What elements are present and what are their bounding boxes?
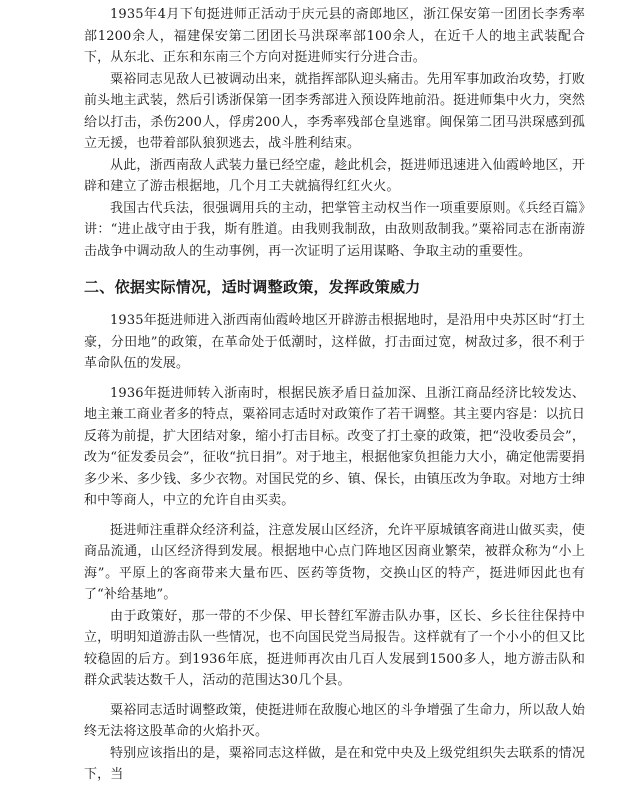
paragraph-10: 特别应该指出的是，粟裕同志这样做，是在和党中央及上级党组织失去联系的情况下，当	[84, 745, 585, 782]
paragraph-2: 粟裕同志见敌人已被调动出来，就指挥部队迎头痛击。先用军事加政治攻势，打败前头地主武装，然后引诱浙保第一团李秀部进入预设阵地前沿。挺进师集中火力，突然给以打击，杀伤200人，俘虏200人，李秀率残部仓皇逃窜。闽保第二团马洪琛感到孤立无援，也带着部队狼狈逃去，战斗胜利结束。	[84, 71, 585, 151]
paragraph-9: 粟裕同志适时调整政策，使挺进师在敌腹心地区的斗争增强了生命力，所以敌人始终无法将这股革命的火焰扑灭。	[84, 702, 585, 739]
paragraph-6: 1936年挺进师转入浙南时，根据民族矛盾日益加深、且浙江商品经济比较发达、地主兼工商业者多的特点，粟裕同志适时对政策作了若干调整。其主要内容是：以抗日反蒋为前提，扩大团结对象，缩小打击目标。改变了打土豪的政策，把“没收委员会”，改为“征发委员会”，征收“抗日捐”。对于地主，根据他家负担能力大小，确定他需要捐多少米、多少钱、多少衣物。对国民党的乡、镇、保长，由镇压改为争取。对地方士绅和中等商人，中立的允许自由买卖。	[84, 385, 585, 508]
paragraph-8: 由于政策好，那一带的不少保、甲长替红军游击队办事，区长、乡长往往保持中立，明明知道游击队一些情况，也不向国民党当局报告。这样就有了一个小小的但又比较稳固的后方。到1936年底，挺进师再次由几百人发展到1500多人，地方游击队和群众武装达数千人，活动的范围达30几个县。	[84, 608, 585, 688]
paragraph-5: 1935年挺进师进入浙西南仙霞岭地区开辟游击根据地时，是沿用中央苏区时“打土豪，分田地”的政策，在革命处于低潮时，这样做，打击面过宽，树敌过多，很不利于革命队伍的发展。	[84, 313, 585, 371]
section-heading: 二、依据实际情况，适时调整政策，发挥政策威力	[84, 278, 421, 296]
paragraph-7: 挺进师注重群众经济利益，注意发展山区经济，允许平原城镇客商进山做买卖，使商品流通，山区经济得到发展。根据地中心点门阵地区因商业繁荣，被群众称为“小上海”。平原上的客商带来大量布匹、医药等货物，交换山区的特产，挺进师因此也有了“补给基地”。	[84, 522, 585, 602]
paragraph-3: 从此，浙西南敌人武装力量已经空虚，趁此机会，挺进师迅速进入仙霞岭地区，开辟和建立了游击根据地，几个月工夫就搞得红红火火。	[84, 157, 585, 194]
paragraph-1: 1935年4月下旬挺进师正活动于庆元县的斋郎地区，浙江保安第一团团长李秀率部1200余人，福建保安第二团团长马洪琛率部100余人，在近千人的地主武装配合下，从东北、正东和东南三个方向对挺进师实行分进合击。	[84, 7, 585, 65]
paragraph-4: 我国古代兵法，很强调用兵的主动，把掌管主动权当作一项重要原则。《兵经百篇》讲：“进止战守由于我，斯有胜道。由我则我制敌，由敌则敌制我。”粟裕同志在浙南游击战争中调动敌人的生动事例，再一次证明了运用谋略、争取主动的重要性。	[84, 200, 585, 259]
